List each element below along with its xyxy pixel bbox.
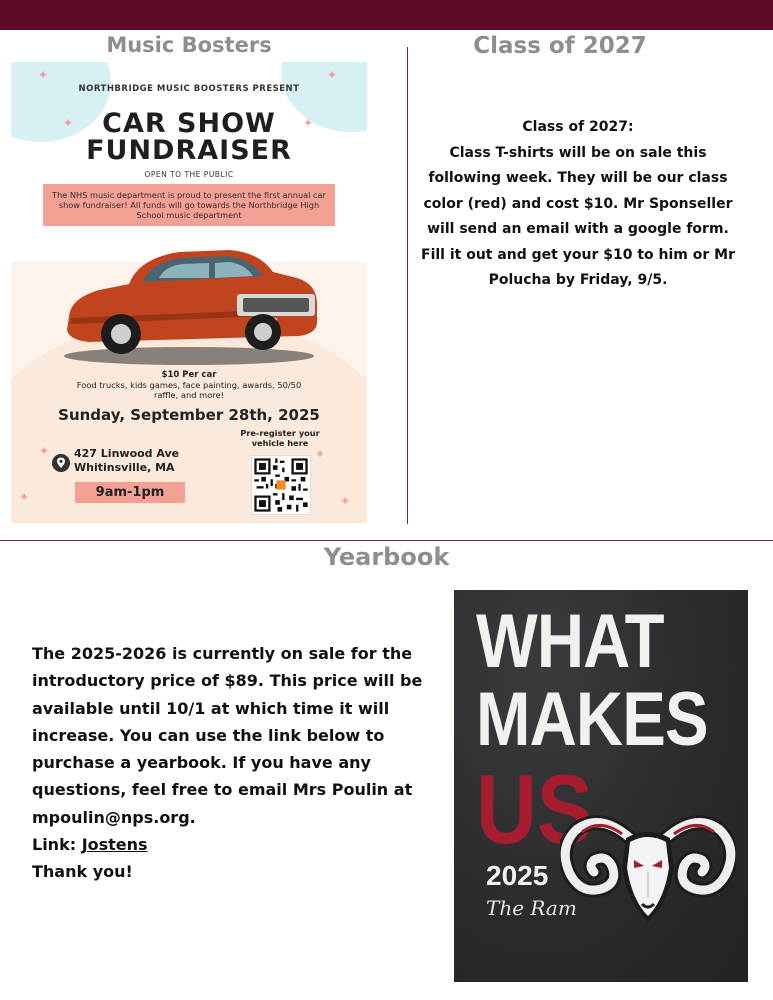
flyer-price: $10 Per car: [161, 370, 217, 380]
section-title-boosters: Music Bosters: [106, 33, 272, 57]
column-divider: [407, 47, 408, 524]
sparkle-icon: ✦: [38, 68, 49, 82]
car-illustration: [59, 238, 321, 368]
yearbook-thanks: Thank you!: [32, 862, 133, 882]
sparkle-icon: ✦: [39, 444, 50, 458]
cover-word-what: WHAT: [476, 599, 664, 684]
flyer-extras: Food trucks, kids games, face painting, awards, 50/50 raffle, and more!: [76, 380, 302, 400]
flyer-presenter: NORTHBRIDGE MUSIC BOOSTERS PRESENT: [78, 84, 300, 94]
sparkle-icon: ✦: [19, 490, 30, 504]
map-pin-icon: [52, 454, 70, 472]
yearbook-link-line: [32, 831, 427, 858]
jostens-link[interactable]: Jostens: [81, 835, 148, 855]
qr-code[interactable]: [251, 455, 311, 515]
class-announcement: [417, 115, 739, 294]
flyer-open-to-public: OPEN TO THE PUBLIC: [144, 170, 234, 179]
section-divider: [0, 540, 773, 541]
flyer-preregister: Pre-register your vehicle here: [240, 428, 320, 448]
cover-word-makes: MAKES: [476, 677, 708, 762]
yearbook-cover-image: [454, 590, 748, 982]
cover-word-us: US: [476, 754, 594, 864]
cover-year: 2025: [486, 860, 549, 891]
class-announcement-body: Class T-shirts will be on sale this following week. They will be our class color (red) and cost $10. Mr Sponseller will send an email with a google form. Fill it out and get your $10 to him or Mr Polucha by Friday, 9/5.: [421, 144, 735, 288]
flyer-address-line2: Whitinsville, MA: [74, 461, 175, 474]
sparkle-icon: ✦: [327, 68, 338, 82]
flyer-title-line1: CAR SHOW: [102, 108, 276, 139]
section-title-class: Class of 2027: [473, 33, 647, 59]
sparkle-icon: ✦: [303, 116, 314, 130]
section-title-yearbook: Yearbook: [323, 543, 450, 571]
flyer-title-line2: FUNDRAISER: [86, 135, 292, 166]
header-bar: [0, 0, 773, 30]
yearbook-link-label: Link:: [32, 835, 82, 855]
car-show-flyer: [11, 62, 367, 523]
sparkle-icon: ✦: [63, 116, 74, 130]
sparkle-icon: ✦: [340, 494, 351, 508]
cover-script: The Ram: [486, 896, 577, 920]
yearbook-body: The 2025-2026 is currently on sale for the introductory price of $89. This price will be available until 10/1 at which time it will increase. You can use the link below to purchase a yearbook. If you have any questions, feel free to email Mrs Poulin at mpoulin@nps.org.: [32, 644, 423, 827]
sparkle-icon: ✦: [315, 447, 326, 461]
flyer-time: 9am-1pm: [75, 482, 185, 503]
class-announcement-heading: Class of 2027:: [522, 119, 634, 135]
flyer-date: Sunday, September 28th, 2025: [58, 406, 320, 424]
flyer-address-line1: 427 Linwood Ave: [74, 447, 180, 460]
flyer-banner: The NHS music department is proud to present the first annual car show fundraiser! All funds will go towards the Northbridge High School music department: [43, 184, 335, 226]
ram-mascot-logo: [560, 808, 736, 928]
yearbook-announcement: [32, 640, 427, 886]
